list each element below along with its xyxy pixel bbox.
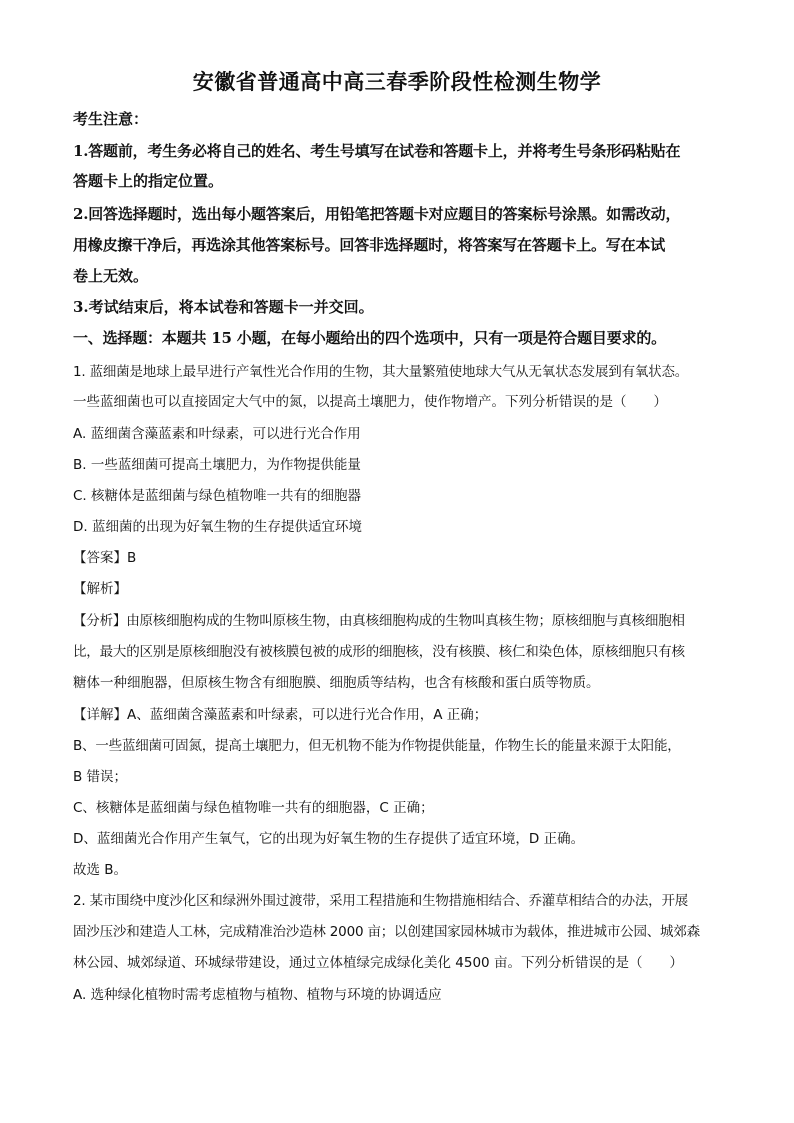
q1-fenxi-line-3: 糖体一种细胞器，但原核生物含有细胞膜、细胞质等结构，也含有核酸和蛋白质等物质。 xyxy=(73,675,600,691)
q1-stem-line-1: 1. 蓝细菌是地球上最早进行产氧性光合作用的生物，其大量繁殖使地球大气从无氧状态发展到有氧状态。 xyxy=(73,364,689,380)
q1-xiangjie-a: 【详解】A、蓝细菌含藻蓝素和叶绿素，可以进行光合作用，A 正确； xyxy=(73,707,488,723)
notice-item-3: 3.考试结束后，将本试卷和答题卡一并交回。 xyxy=(73,298,374,316)
q2-stem-line-2: 固沙压沙和建造人工林，完成精准治沙造林 2000 亩；以创建国家园林城市为载体，推进城市公园、城郊森 xyxy=(73,924,700,940)
notice-item-2-line-1: 2.回答选择题时，选出每小题答案后，用铅笔把答题卡对应题目的答案标号涂黑。如需改动， xyxy=(73,205,681,223)
q1-xiangjie-b-line-2: B 错误； xyxy=(73,769,128,785)
notice-heading: 考生注意： xyxy=(73,110,149,128)
q1-option-a: A. 蓝细菌含藻蓝素和叶绿素，可以进行光合作用 xyxy=(73,426,361,442)
q1-option-b: B. 一些蓝细菌可提高土壤肥力，为作物提供能量 xyxy=(73,457,361,473)
q1-stem-line-2: 一些蓝细菌也可以直接固定大气中的氮，以提高土壤肥力，使作物增产。下列分析错误的是（ ） xyxy=(73,394,667,410)
q1-xiangjie-d: D、蓝细菌光合作用产生氧气，它的出现为好氧生物的生存提供了适宜环境，D 正确。 xyxy=(73,831,585,847)
notice-item-1-line-2: 答题卡上的指定位置。 xyxy=(73,172,224,190)
notice-item-2-line-2: 用橡皮擦干净后，再选涂其他答案标号。回答非选择题时，将答案写在答题卡上。写在本试 xyxy=(73,236,666,254)
notice-item-2-line-3: 卷上无效。 xyxy=(73,267,149,285)
q2-stem-line-3: 林公园、城郊绿道、环城绿带建设，通过立体植绿完成绿化美化 4500 亩。下列分析错误的是（ ） xyxy=(73,955,683,971)
q1-answer: 【答案】B xyxy=(73,550,137,566)
q1-fenxi-line-2: 比，最大的区别是原核细胞没有被核膜包被的成形的细胞核，没有核膜、核仁和染色体，原核细胞只有核 xyxy=(73,644,685,660)
q1-xiangjie-c: C、核糖体是蓝细菌与绿色植物唯一共有的细胞器，C 正确； xyxy=(73,800,434,816)
notice-item-1-line-1: 1.答题前，考生务必将自己的姓名、考生号填写在试卷和答题卡上，并将考生号条形码粘贴在 xyxy=(73,142,681,160)
q1-xiangjie-b-line-1: B、一些蓝细菌可固氮，提高土壤肥力，但无机物不能为作物提供能量，作物生长的能量来源于太阳能， xyxy=(73,738,681,754)
page-title: 安徽省普通高中高三春季阶段性检测生物学 xyxy=(192,69,602,94)
section-heading: 一、选择题：本题共 15 小题，在每小题给出的四个选项中，只有一项是符合题目要求的。 xyxy=(73,329,666,347)
q2-option-a: A. 选种绿化植物时需考虑植物与植物、植物与环境的协调适应 xyxy=(73,987,442,1003)
q1-fenxi-line-1: 【分析】由原核细胞构成的生物叫原核生物，由真核细胞构成的生物叫真核生物；原核细胞与真核细胞相 xyxy=(73,613,685,629)
q2-stem-line-1: 2. 某市围绕中度沙化区和绿洲外围过渡带，采用工程措施和生物措施相结合、乔灌草相结合的办法，开展 xyxy=(73,893,689,909)
q1-analysis-label: 【解析】 xyxy=(73,581,127,597)
q1-conclusion: 故选 B。 xyxy=(73,862,128,878)
q1-option-d: D. 蓝细菌的出现为好氧生物的生存提供适宜环境 xyxy=(73,519,362,535)
q1-option-c: C. 核糖体是蓝细菌与绿色植物唯一共有的细胞器 xyxy=(73,488,362,504)
